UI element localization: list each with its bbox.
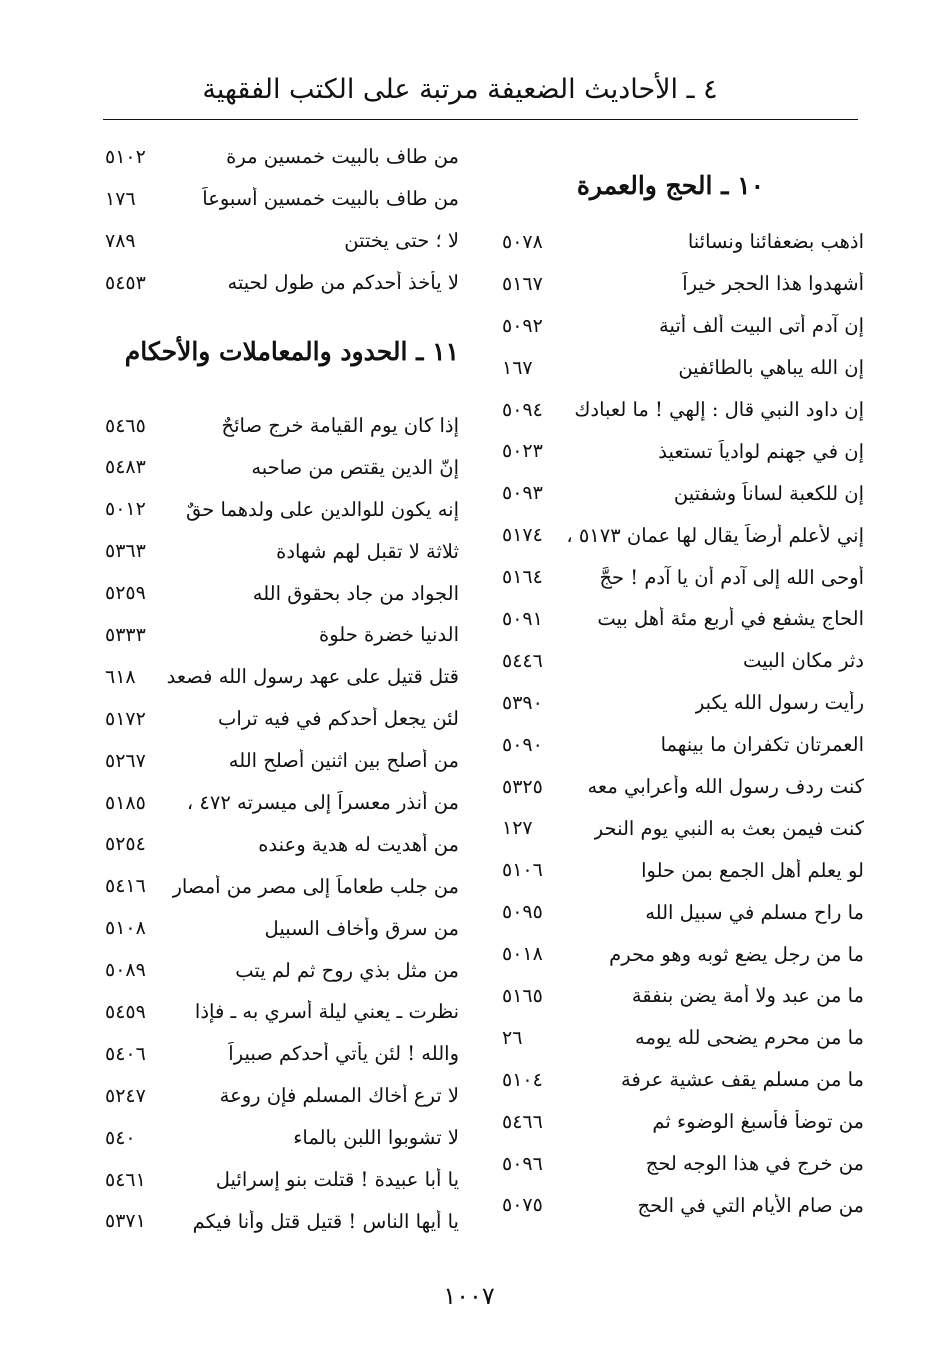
right-entries-list <box>500 221 864 1226</box>
entry-text: يا أبا عبيدة ! قتلت بنو إسرائيل <box>215 1168 459 1192</box>
index-entry <box>103 698 459 740</box>
header-rule <box>103 119 858 120</box>
entry-text: إن الله يباهي بالطائفين <box>678 356 864 380</box>
entry-text: أوحى الله إلى آدم أن يا آدم ! حجَّ <box>599 565 864 589</box>
index-entry <box>500 514 864 556</box>
entry-number: ٥٠٩٠ <box>502 733 543 756</box>
entry-number: ٥١٨٥ <box>105 791 146 814</box>
index-entry <box>500 472 864 514</box>
index-entry <box>500 1017 864 1059</box>
entry-number: ٥٤٠٦ <box>105 1042 146 1065</box>
entry-text: ما راح مسلم في سبيل الله <box>645 900 864 924</box>
index-entry <box>500 682 864 724</box>
entry-text: ثلاثة لا تقبل لهم شهادة <box>276 539 459 563</box>
entry-number: ٥١٦٤ <box>502 566 543 589</box>
section-heading-hajj: ١٠ ـ الحج والعمرة <box>576 171 764 200</box>
entry-number: ٥٠٩١ <box>502 607 543 630</box>
section-heading-hudud: ١١ ـ الحدود والمعاملات والأحكام <box>124 336 459 366</box>
index-entry <box>103 823 459 865</box>
index-entry <box>500 347 864 389</box>
entry-text: أشهدوا هذا الحجر خيراً <box>682 272 864 296</box>
entry-number: ٥٤٦٥ <box>105 414 146 437</box>
entry-number: ٥١٧٢ <box>105 707 146 730</box>
index-entry <box>103 488 459 530</box>
entry-text: إن للكعبة لساناً وشفتين <box>673 481 864 505</box>
index-entry <box>500 807 864 849</box>
entry-number: ٥٤٦٦ <box>502 1110 543 1133</box>
entry-number: ٥٤٥٣ <box>105 271 146 294</box>
entry-number: ٥١٠٦ <box>502 859 543 882</box>
entry-number: ٥٠٩٢ <box>502 314 543 337</box>
index-entry <box>103 740 459 782</box>
entry-text: كنت فيمن بعث به النبي يوم النحر <box>593 816 864 840</box>
entry-number: ٦١٨ <box>105 665 136 688</box>
entry-number: ٥٣٧١ <box>105 1210 146 1233</box>
entry-text: إنّ الدين يقتص من صاحبه <box>251 455 459 479</box>
entry-number: ٥٢٦٧ <box>105 749 146 772</box>
entry-text: من جلب طعاماً إلى مصر من أمصار <box>172 874 459 898</box>
entry-number: ٥١٠٤ <box>502 1068 543 1091</box>
entry-text: العمرتان تكفران ما بينهما <box>660 733 864 757</box>
entry-number: ٥٠٧٥ <box>502 1194 543 1217</box>
entry-text: من أهديت له هدية وعنده <box>258 832 459 856</box>
index-entry <box>103 136 459 178</box>
index-entry <box>500 1184 864 1226</box>
entry-text: من طاف بالبيت خمسين أسبوعاً <box>202 187 459 211</box>
entry-number: ٥٠٧٨ <box>502 230 543 253</box>
index-entry <box>500 221 864 263</box>
entry-number: ١٧٦ <box>105 187 136 210</box>
entry-number: ٥١٠٢ <box>105 145 146 168</box>
index-entry <box>103 446 459 488</box>
entry-number: ٥٢٥٩ <box>105 582 146 605</box>
entry-number: ٥٠١٢ <box>105 498 146 521</box>
index-entry <box>103 1033 459 1075</box>
index-entry <box>103 782 459 824</box>
entry-number: ٥٠٩٤ <box>502 398 543 421</box>
entry-text: من سرق وأخاف السبيل <box>264 916 459 940</box>
entry-text: لا ؛ حتى يختتن <box>344 229 459 253</box>
left-column <box>103 136 459 1242</box>
entry-text: لو يعلم أهل الجمع بمن حلوا <box>641 858 864 882</box>
entry-number: ٥١٦٥ <box>502 984 543 1007</box>
entry-number: ٥٤٠ <box>105 1126 136 1149</box>
entry-text: لا يأخذ أحدكم من طول لحيته <box>227 271 459 295</box>
entry-number: ٥٠٨٩ <box>105 959 146 982</box>
entry-number: ٥٠٢٣ <box>502 440 543 463</box>
index-entry <box>500 1059 864 1101</box>
index-entry <box>500 430 864 472</box>
index-entry <box>500 263 864 305</box>
entry-text: من طاف بالبيت خمسين مرة <box>226 145 459 169</box>
entry-number: ٢٦ <box>502 1026 523 1049</box>
index-entry <box>500 766 864 808</box>
index-entry <box>103 220 459 262</box>
index-entry <box>103 262 459 304</box>
index-entry <box>103 991 459 1033</box>
entry-text: إن داود النبي قال : إلهي ! ما لعبادك <box>574 398 864 421</box>
entry-text: ما من رجل يضع ثوبه وهو محرم <box>609 942 864 966</box>
index-entry <box>103 865 459 907</box>
entry-text: من مثل بذي روح ثم لم يتب <box>235 958 459 982</box>
entry-text: الدنيا خضرة حلوة <box>319 623 459 647</box>
index-entry <box>500 640 864 682</box>
index-entry <box>103 1200 459 1242</box>
left-top-entries-list <box>103 136 459 304</box>
entry-text: لئن يجعل أحدكم في فيه تراب <box>217 707 459 731</box>
entry-text: يا أيها الناس ! قتيل قتل وأنا فيكم <box>192 1209 459 1233</box>
entry-text: إن في جهنم لوادياً تستعيذ <box>658 439 864 463</box>
entry-number: ٥٣٣٣ <box>105 623 146 646</box>
index-entry <box>103 178 459 220</box>
entry-number: ٥١٦٧ <box>502 272 543 295</box>
index-entry <box>103 614 459 656</box>
index-entry <box>500 598 864 640</box>
entry-number: ٥٢٥٤ <box>105 833 146 856</box>
entry-number: ٥٤٨٣ <box>105 456 146 479</box>
entry-text: من خرج في هذا الوجه لحج <box>645 1152 864 1176</box>
entry-number: ٥٣٢٥ <box>502 775 543 798</box>
entry-text: إذا كان يوم القيامة خرج صائحٌ <box>221 414 459 437</box>
entry-text: ما من عبد ولا أمة يضن بنفقة <box>631 984 864 1008</box>
index-entry <box>103 1159 459 1201</box>
entry-text: الجواد من جاد بحقوق الله <box>252 581 459 605</box>
index-entry <box>103 530 459 572</box>
index-entry <box>500 1101 864 1143</box>
entry-number: ١٦٧ <box>502 356 533 379</box>
entry-number: ٧٨٩ <box>105 229 136 252</box>
entry-number: ٥٤٦١ <box>105 1168 146 1191</box>
index-entry <box>103 405 459 447</box>
entry-text: دثر مكان البيت <box>742 649 864 673</box>
entry-number: ١٢٧ <box>502 817 533 840</box>
index-entry <box>103 907 459 949</box>
index-entry <box>103 656 459 698</box>
entry-text: ما من مسلم يقف عشية عرفة <box>621 1068 864 1092</box>
entry-text: ما من محرم يضحى لله يومه <box>635 1026 864 1050</box>
index-entry <box>103 949 459 991</box>
entry-text: اذهب بضعفائنا ونسائنا <box>687 230 864 254</box>
index-entry <box>500 305 864 347</box>
entry-number: ٥٠٩٦ <box>502 1152 543 1175</box>
index-entry <box>500 389 864 431</box>
index-entry <box>500 556 864 598</box>
index-entry <box>500 975 864 1017</box>
entry-text: من صام الأيام التي في الحج <box>637 1193 864 1217</box>
entry-number: ٥٣٦٣ <box>105 540 146 563</box>
page-title: ٤ ـ الأحاديث الضعيفة مرتبة على الكتب الفقهية <box>202 74 718 105</box>
entry-text: نظرت ـ يعني ليلة أُسري به ـ فإذا <box>194 1000 459 1024</box>
entry-text: لا تشوبوا اللبن بالماء <box>293 1126 459 1150</box>
entry-text: من أصلح بين اثنين أصلح الله <box>228 749 459 773</box>
entry-text: رأيت رسول الله يكبر <box>694 691 864 715</box>
index-entry <box>103 1117 459 1159</box>
entry-text: إني لأعلم أرضاً يقال لها عمان ٥١٧٣ ، <box>566 523 864 547</box>
entry-text: قتل قتيل على عهد رسول الله فصعد <box>166 665 459 689</box>
index-entry <box>500 891 864 933</box>
entry-number: ٥١٠٨ <box>105 917 146 940</box>
entry-text: لا ترع أخاك المسلم فإن روعة <box>219 1084 459 1108</box>
index-entry <box>500 724 864 766</box>
left-entries-list <box>103 405 459 1243</box>
entry-number: ٥٠٩٥ <box>502 901 543 924</box>
entry-text: إنه يكون للوالدين على ولدهما حقٌ <box>186 497 459 521</box>
index-entry <box>103 1075 459 1117</box>
entry-text: كنت ردف رسول الله وأعرابي معه <box>587 775 864 799</box>
entry-text: الحاج يشفع في أربع مئة أهل بيت <box>597 607 864 631</box>
entry-number: ٥٤٥٩ <box>105 1000 146 1023</box>
page-number: ١٠٠٧ <box>443 1282 495 1310</box>
entry-text: من أنذر معسراً إلى ميسرته ٤٧٢ ، <box>186 791 459 815</box>
entry-text: من توضأ فأسبغ الوضوء ثم <box>652 1110 864 1134</box>
index-entry <box>103 572 459 614</box>
entry-text: والله ! لئن يأتي أحدكم صبيراً <box>228 1042 459 1066</box>
entry-number: ٥١٧٤ <box>502 524 543 547</box>
entry-number: ٥٤١٦ <box>105 875 146 898</box>
index-entry <box>500 1143 864 1185</box>
entry-text: إن آدم أتى البيت ألف أتية <box>658 314 864 338</box>
entry-number: ٥٠٩٣ <box>502 482 543 505</box>
index-entry <box>500 933 864 975</box>
entry-number: ٥٤٤٦ <box>502 649 543 672</box>
entry-number: ٥٠١٨ <box>502 943 543 966</box>
entry-number: ٥٣٩٠ <box>502 691 543 714</box>
index-entry <box>500 849 864 891</box>
right-column <box>500 136 864 1226</box>
entry-number: ٥٢٤٧ <box>105 1084 146 1107</box>
